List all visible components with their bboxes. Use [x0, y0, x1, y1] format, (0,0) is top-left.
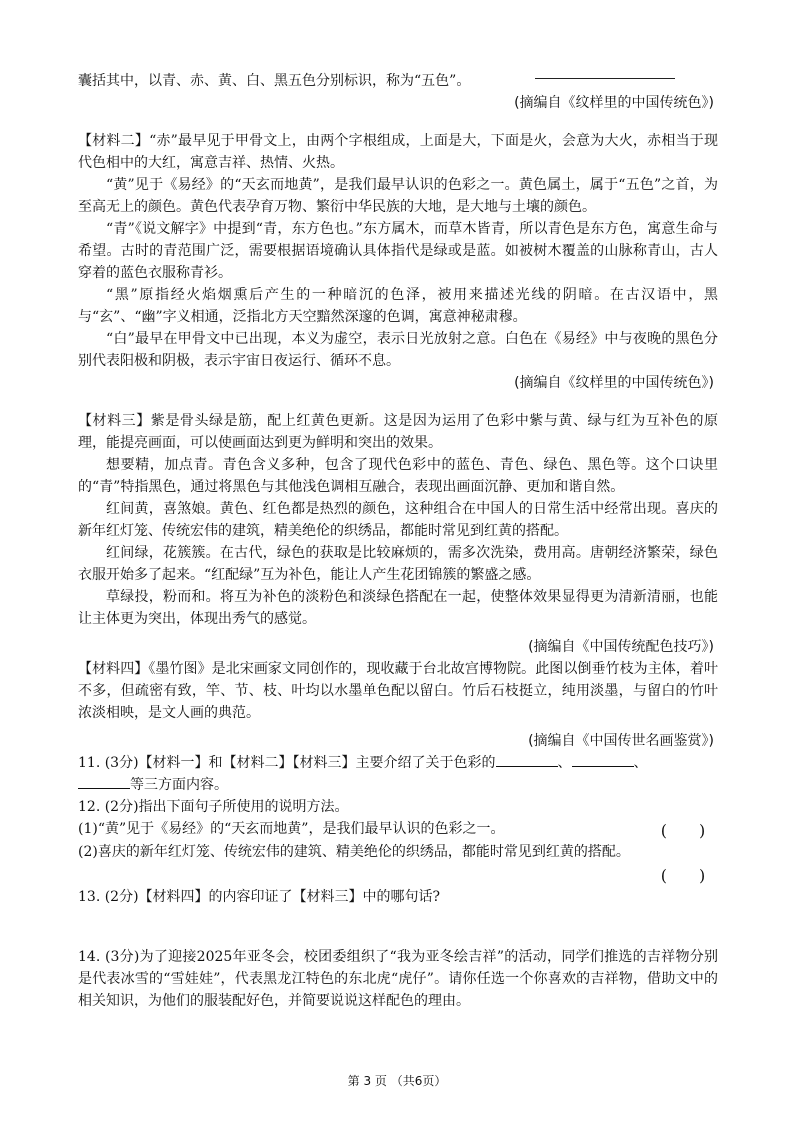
- blank-separator-1: 、: [557, 755, 572, 771]
- material-3-p2: 想要精，加点青。青色含义多种，包含了现代色彩中的蓝色、青色、绿色、黑色等。这个口诀里的“青”特指黑色，通过将黑色与其他浅色调相互融合，表现出画面沉静、更加和谐自然。: [78, 457, 718, 495]
- material-4-source: (摘编自《中国传世名画鉴赏》): [528, 733, 714, 749]
- material-1-source: (摘编自《纹样里的中国传统色》): [514, 95, 714, 111]
- question-12: 12. (2分)指出下面句子所使用的说明方法。: [78, 799, 349, 815]
- page-footer: 第 3 页 （共6页）: [347, 1074, 447, 1088]
- answer-blank-3[interactable]: [78, 774, 130, 789]
- material-2-p3: “青”《说文解字》中提到“青，东方色也。”东方属木，而草木皆青，所以青色是东方色，寓意生命与希望。古时的青范围广泛，需要根据语境确认具体指代是绿或是蓝。如被树木覆盖的山脉称青山，古人穿着的蓝色衣服称青衫。: [78, 221, 718, 281]
- question-12-1: (1)“黄”见于《易经》的“天玄而地黄”，是我们最早认识的色彩之一。: [78, 821, 505, 837]
- material-2-p5: “白”最早在甲骨文中已出现，本义为虚空，表示日光放射之意。白色在《易经》中与夜晚的黑色分别代表阳极和阴极，表示宇宙日夜运行、循环不息。: [78, 331, 718, 369]
- answer-area-13[interactable]: [78, 908, 718, 946]
- answer-paren-12-1[interactable]: ( ): [660, 821, 706, 840]
- question-11-tail: 等三方面内容。: [130, 777, 228, 793]
- material-4-p1: 【材料四】《墨竹图》是北宋画家文同创作的，现收藏于台北故宫博物院。此图以倒垂竹枝为主体，着叶不多，但疏密有致，竿、节、枝、叶均以水墨单色配以留白。竹后石枝挺立，纯用淡墨，与留白的竹叶浓淡相映，是文人画的典范。: [78, 661, 718, 721]
- material-2-p2: “黄”见于《易经》的“天玄而地黄”，是我们最早认识的色彩之一。黄色属土，属于“五色”之首，为至高无上的颜色。黄色代表孕育万物、繁衍中华民族的大地，是大地与土壤的颜色。: [78, 177, 718, 215]
- material-2-p1: 【材料二】“赤”最早见于甲骨文上，由两个字根组成，上面是大，下面是火，会意为大火，赤相当于现代色相中的大红，寓意吉祥、热情、火热。: [78, 133, 718, 171]
- material-3-p1: 【材料三】紫是骨头绿是筋，配上红黄色更新。这是因为运用了色彩中紫与黄、绿与红为互补色的原理，能提亮画面，可以使画面达到更为鲜明和突出的效果。: [78, 413, 718, 451]
- material-2-p4: “黑”原指经火焰烟熏后产生的一种暗沉的色泽，被用来描述光线的阴暗。在古汉语中，黑与“玄”、“幽”字义相通，泛指北方天空黯然深邃的色调，寓意神秘肃穆。: [78, 287, 718, 325]
- material-3-p4: 红间绿，花簇簇。在古代，绿色的获取是比较麻烦的，需多次洗染，费用高。唐朝经济繁荣，绿色衣服开始多了起来。“红配绿”互为补色，能让人产生花团锦簇的繁盛之感。: [78, 545, 718, 583]
- blank-separator-2: 、: [633, 755, 648, 771]
- question-12-2: (2)喜庆的新年红灯笼、传统宏伟的建筑、精美绝伦的织绣品，都能时常见到红黄的搭配。: [78, 844, 630, 860]
- question-12-2-paren-row: [78, 863, 718, 886]
- material-3-p3: 红间黄，喜煞娘。黄色、红色都是热烈的颜色，这种组合在中国人的日常生活中经常出现。喜庆的新年红灯笼、传统宏伟的建筑，精美绝伦的织绣品，都能时常见到红黄的搭配。: [78, 501, 718, 539]
- material-3-source: (摘编自《中国传统配色技巧》): [528, 639, 714, 655]
- answer-paren-12-2[interactable]: ( ): [660, 866, 706, 885]
- question-11-text: 11. (3分)【材料一】和【材料二】【材料三】主要介绍了关于色彩的: [78, 755, 496, 771]
- answer-blank-1[interactable]: [496, 752, 558, 767]
- question-14: 14. (3分)为了迎接2025年亚冬会，校团委组织了“我为亚冬绘吉祥”的活动，同学们推选的吉祥物分别是代表冰雪的“雪娃娃”，代表黑龙江特色的东北虎“虎仔”。请你任选一个你喜欢的吉祥物，借助文中的相关知识，为他们的服装配好色，并简要说说这样配色的理由。: [78, 949, 718, 1009]
- exam-page: [78, 70, 718, 1012]
- material-3-p5: 草绿投，粉而和。将互为补色的淡粉色和淡绿色搭配在一起，使整体效果显得更为清新清丽，也能让主体更为突出，体现出秀气的感觉。: [78, 589, 718, 627]
- answer-blank-2[interactable]: [572, 752, 634, 767]
- material-2-source: (摘编自《纹样里的中国传统色》): [514, 375, 714, 391]
- question-11: [78, 752, 718, 796]
- material-1-tail: 囊括其中，以青、赤、黄、白、黑五色分别标识，称为“五色”。: [78, 73, 471, 89]
- question-13: 13. (2分)【材料四】的内容印证了【材料三】中的哪句话?: [78, 889, 441, 905]
- question-12-1-row: [78, 818, 718, 841]
